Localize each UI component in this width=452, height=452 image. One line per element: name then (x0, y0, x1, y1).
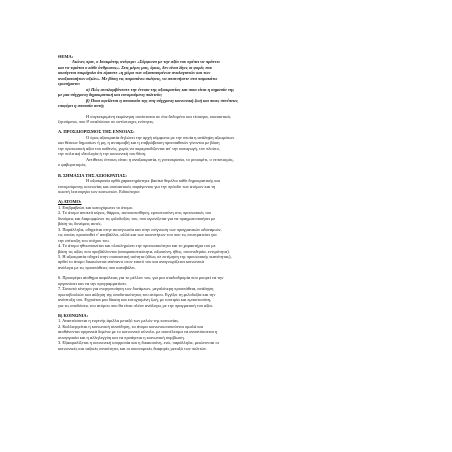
subsection-atomo-title: Α) ΑΤΟΜΟ: (58, 199, 82, 205)
list-item: 1. Αναπτύσσεται η ευγενής άμιλλα μεταξύ των μελών της κοινωνίας. (58, 318, 180, 324)
koinonia-list (58, 318, 396, 351)
atomo-list (58, 205, 396, 270)
list-item: 3. Παράλληλα, οδηγείται στην αυτογνωσία και στην επίγνωση των πραγματικών αδυναμιών, (58, 226, 222, 232)
theme-label: ΘΕΜΑ: (58, 54, 74, 59)
document-page (58, 54, 396, 351)
list-item: οργανώσει και να την προγραμματίσει. (58, 280, 127, 286)
question-b-line: β) Ποια οφείλεται η αποουσία της στη σύγχρονη κοινωνική ζωή και ποιες συνέπειες (86, 97, 239, 103)
list-item: βάση τις δυνάμεις αυτές. (58, 221, 102, 227)
list-item: τις οποίες προσπαθεί ν' αποβάλλει, αλλά και των ικανοτήτων του που τις επιστρατεύει για (58, 232, 217, 238)
section-a-text (58, 135, 396, 168)
intro-line: ερωτήματα: (58, 81, 81, 87)
section-b-line: Η αξιοκρατία ορθά χαρακτηρίστηκε βασικό θεμέλιο κάθε δημοκρατικής και (86, 178, 220, 184)
list-item: πρωτοβουλιών και αύξηση της αποδοτικότητας του ατόμου. Εγγίζει τη φιλοδοξία και την (58, 291, 216, 297)
list-item: την επίτευξη του στόχου του. (58, 237, 110, 243)
list-item: συνεργασία και η αλληλεγγύη και να προάγεται η κοινωνική συμβίωση. (58, 334, 185, 340)
list-item: 6. Προσφέρει αίσθημα ασφάλειας για το μέλλον του, για μια σταδιοδρομία που μπορεί να την (58, 275, 224, 281)
atomo-list-continued (58, 275, 396, 308)
section-a-line: και θέσεων δημοσίων ή μη, η ανταμοιβή και η επιβράβευση προσπαθειών γίνονται με βάση (58, 140, 220, 146)
list-item: 1. Επιβραβεύει και κατοχύρωνει το άτομο. (58, 204, 134, 210)
section-a-title: Α. ΠΡΟΣΔΙΟΡΙΣΜΟΣ ΤΗΣ ΕΝΝΟΙΑΣ: (58, 129, 135, 135)
list-item: βάση τις αξίες που προβάλλονται (αποφασιστικότητα, αξιοσύνη, ήθος, συνονιδησία, εντιμότητα). (58, 248, 230, 254)
list-item: δυνάμεις και διαμορφώνει τις φιλοδοξίες του, που αγωνίζεται για να πραγματοποιήσει με (58, 215, 216, 221)
question-b (58, 98, 396, 109)
list-item: 7. Συνιστά κίνητρο για ενεργοποίηση των δυνάμεων, μεγαλύτερη προσπάθεια, ανάληψη (58, 286, 214, 292)
intro-paragraph (58, 59, 396, 86)
body-intro (58, 114, 396, 125)
intro-line: και να τιμάται ο κάθε άνθρωπος». Στις μέρες μας, όμως, δεν είναι λίγες οι φορές που (58, 64, 213, 70)
section-a-line: την προσωπική αξία του καθενός, χωρίς να παρεμποδίζονται απ' την καταγωγή, τον πλούτο, (58, 145, 220, 151)
intro-line: αναξιοποιήτων αξιών». Με βάση τις παραπάνω σκέψεις, να απαντήσετε στα παρακάτω (58, 75, 218, 81)
section-a-line: την πολιτική ιδεολογία ή την κοινωνική του θέση. (58, 151, 147, 157)
section-b-line: σωστή λειτουργία των κοινωνιών. Ειδικότερα: (58, 188, 140, 194)
list-item: κοινωνικές και ταξικές ανισότητες και οι οικονομικές διαφορές μεταξύ των πολιτών. (58, 345, 208, 351)
section-b-line: ευνομούμενης κοινωνίας και ουσιαστικός παράγοντας για την πρόοδο των ατόμων και τη (58, 183, 216, 189)
section-b-text (58, 178, 396, 194)
section-a-line: Ο όρος αξιοκρατία δηλώνει την αρχή σύμφωνα με την οποία η ανάληψη αξιωμάτων (86, 134, 235, 140)
section-a-line: Αντίθετες έννοιες είναι: η αναξιοκρατία, η γονεοκρατία, το ρουσφέτι, ο νεποτισμός, (86, 156, 234, 162)
list-item: 3. Εξασφαλίζεται η κοινωνική ισορροπία και η δικαιοσύνη, ενώ, παράλληλα, μειώνονται οι (58, 340, 219, 346)
list-item: 2. Καλλιεργείται η κοινωνική συνείδηση, τα άτομα κοινωνικοποιούνται ομαλά και (58, 323, 204, 329)
list-item: για τις αποδόσεις του ατόμου που θα είναι πλέον ανάλογες με την πραγματική του αξία. (58, 302, 213, 308)
list-item: αισθάνονται οργανικά δεμένα με το κοινωνικό σύνολο, με αποτέλεσμα να αναπτύσσεται η (58, 329, 218, 335)
intro-line: ακούγεται πικρόχολα ότι είμαστε «η χώρα των αξιοπαισμένων αναλογιστών και των (58, 70, 211, 76)
question-b-line: επιφέρει η απουσία αυτή; (58, 103, 105, 109)
question-a-line: με μια σύγχρονη δημοκρατική και ευνομούμενη πολιτεία; (58, 92, 163, 98)
body-intro-line: ζητούμενα, που θ' αναλύσουν σε αντίστοιχες ενότητες. (58, 118, 155, 124)
body-intro-line: Η συγκεκριμένη εκφώνηση συνίσταται σε ένα δεδομένο και τέσσερα, ουσιαστικά, (86, 113, 231, 119)
intro-line: Αιώνες πριν, ο Ισοκράτης ανέφερε: «Σύμφωνα με την αξία του πρέπει να πράττει (72, 59, 220, 65)
question-a (58, 87, 396, 98)
section-a-line: ο φαβοριτισμός. (58, 162, 87, 168)
list-item: 5. Η αξιοκρατία οδηγεί στην ουσιαστική ισότητα (ιδίως σε εκτίμηση της προσωπικής ικανότητας), (58, 253, 232, 259)
subsection-koinonia-title: Β) ΚΟΙΝΩΝΙΑ: (58, 313, 89, 319)
list-item: αρθεί το άτομο δικαιώνεται απέναντι στον εαυτό του και αναγνωρίζεται κοινωνικά (58, 259, 204, 265)
section-b-title: Β. ΣΗΜΑΣΙΑ ΤΗΣ ΑΞΙΟΚΡΑΤΙΑΣ: (58, 172, 127, 178)
list-item: ανάπτυξη του. Εγγυάται μια δίκαιη και ευτυχισμένη ζωή, με ισοτιμία και εμπιστοσύνη, (58, 297, 212, 303)
question-a-line: α) Πώς αντιλαμβάνεστε την έννοια της αξιοκρατίας και ποια είναι η σημασία της (86, 86, 235, 92)
list-item: ανάλογα με τις προσπάθειες που καταβάλει. (58, 264, 136, 270)
list-item: 2. Το άτομο αποκτά κύρος, θάρρος, αυτοπεποίθηση, εμπιστοσύνη στις προσωπικές του (58, 210, 212, 216)
list-item: 4. Το άτομο ηθικοποιείται και ολοκληρώνει την προσωπικότητα και το χαρακτήρα του με (58, 243, 216, 249)
